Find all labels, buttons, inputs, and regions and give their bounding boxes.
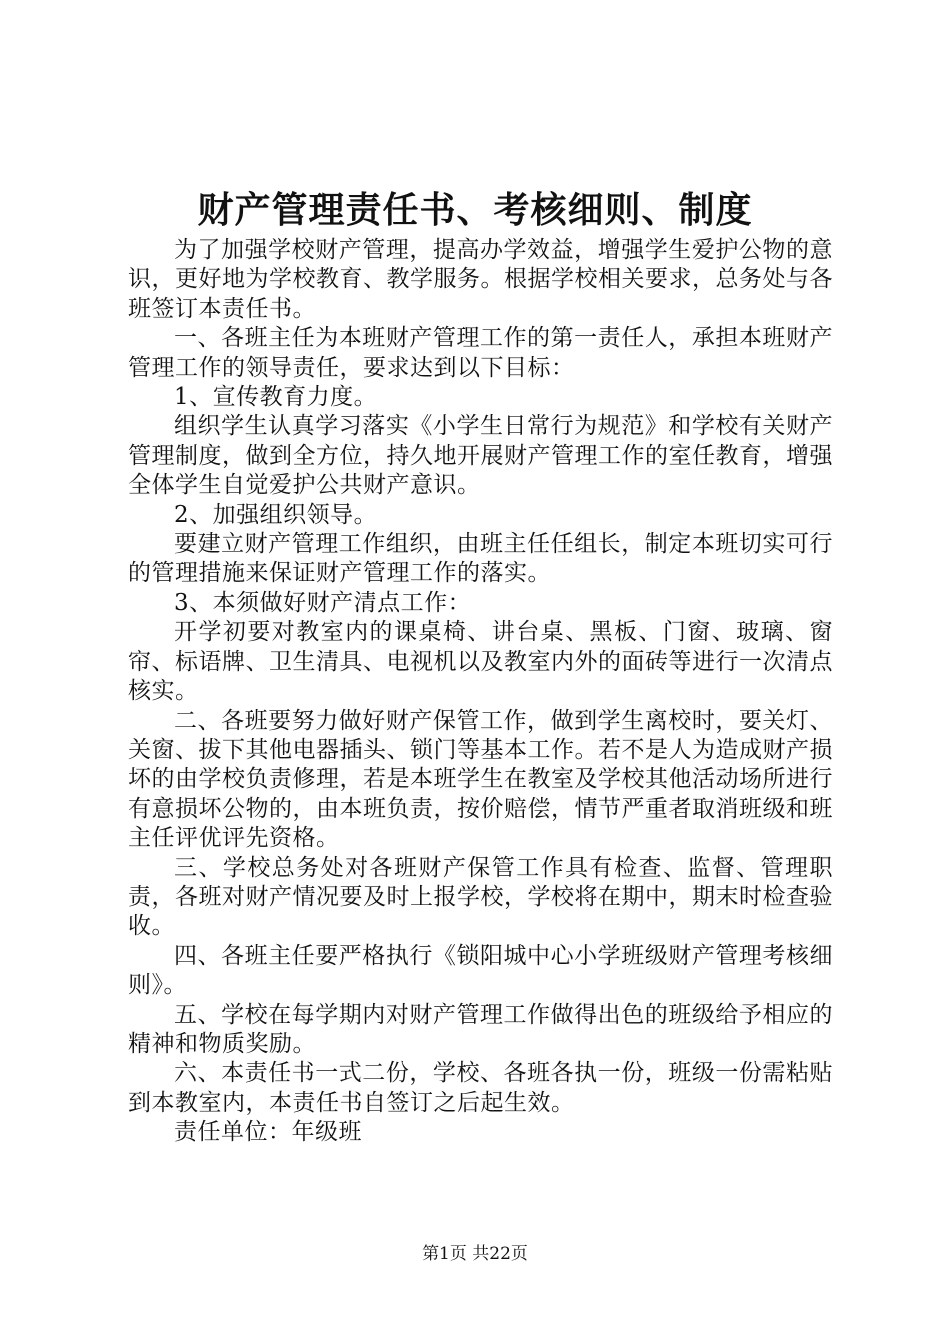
paragraph-intro: 为了加强学校财产管理，提高办学效益，增强学生爱护公物的意识，更好地为学校教育、教学服务。根据学校相关要求，总务处与各班签订本责任书。 [128, 237, 833, 322]
paragraph-item-2-body: 要建立财产管理工作组织，由班主任任组长，制定本班切实可行的管理措施来保证财产管理工作的落实。 [128, 531, 833, 587]
paragraph-section-5: 五、学校在每学期内对财产管理工作做得出色的班级给予相应的精神和物质奖励。 [128, 1001, 833, 1057]
paragraph-signature: 责任单位：年级班 [174, 1119, 362, 1146]
paragraph-item-3-heading: 3、本须做好财产清点工作： [174, 589, 472, 616]
page-number-footer: 第1页 共22页 [422, 1244, 528, 1264]
paragraph-section-3: 三、学校总务处对各班财产保管工作具有检查、监督、管理职责，各班对财产情况要及时上报学校，学校将在期中，期末时检查验收。 [128, 854, 833, 940]
document-body [128, 236, 833, 1148]
paragraph-section-6: 六、本责任书一式二份，学校、各班各执一份，班级一份需粘贴到本教室内，本责任书自签订之后起生效。 [128, 1060, 833, 1116]
paragraph-section-2: 二、各班要努力做好财产保管工作，做到学生离校时，要关灯、关窗、拔下其他电器插头、锁门等基本工作。若不是人为造成财产损坏的由学校负责修理，若是本班学生在教室及学校其他活动场所进行有意损坏公物的，由本班负责，按价赔偿，情节严重者取消班级和班主任评优评先资格。 [128, 707, 833, 852]
paragraph-item-1-heading: 1、宣传教育力度。 [174, 384, 378, 411]
paragraph-item-1-body: 组织学生认真学习落实《小学生日常行为规范》和学校有关财产管理制度，做到全方位，持久地开展财产管理工作的室任教育，增强全体学生自觉爱护公共财产意识。 [128, 413, 833, 499]
paragraph-item-3-body: 开学初要对教室内的课桌椅、讲台桌、黑板、门窗、玻璃、窗帘、标语牌、卫生清具、电视机以及教室内外的面砖等进行一次清点核实。 [128, 619, 833, 705]
paragraph-section-1: 一、各班主任为本班财产管理工作的第一责任人，承担本班财产管理工作的领导责任，要求达到以下目标： [128, 325, 833, 381]
paragraph-item-2-heading: 2、加强组织领导。 [174, 501, 378, 528]
paragraph-section-4: 四、各班主任要严格执行《锁阳城中心小学班级财产管理考核细则》。 [128, 942, 833, 999]
page-title: 财产管理责任书、考核细则、制度 [197, 189, 753, 231]
